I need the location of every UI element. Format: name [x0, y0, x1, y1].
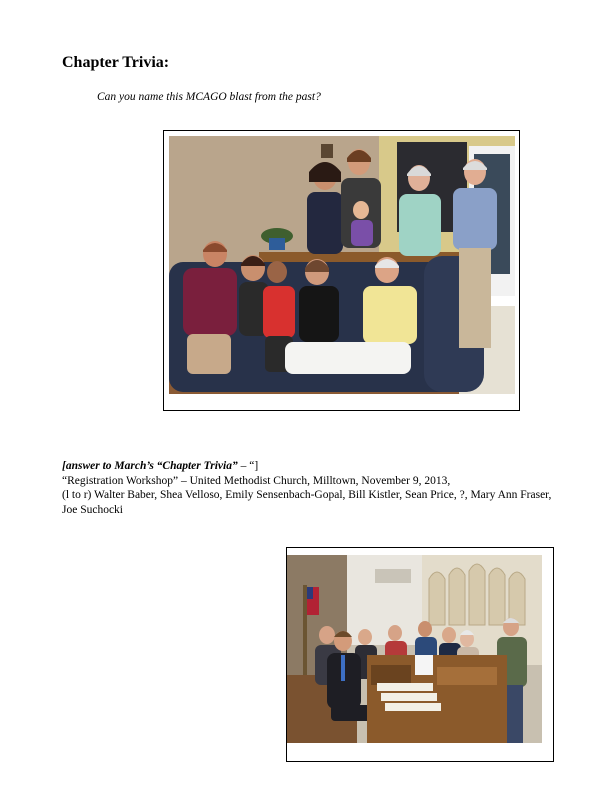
answer-label-tail: – “] — [237, 460, 259, 472]
trivia-photo-frame — [163, 130, 520, 411]
page-title: Chapter Trivia: — [62, 54, 170, 71]
answer-heading-line — [62, 459, 552, 474]
answer-photo — [287, 555, 542, 743]
answer-label: [answer to March’s “Chapter Trivia” — [62, 460, 238, 472]
answer-photo-frame — [286, 547, 554, 762]
trivia-answer — [62, 459, 552, 517]
answer-names: (l to r) Walter Baber, Shea Velloso, Emily Sensenbach-Gopal, Bill Kistler, Sean Price, ?, Mary Ann Fraser, Joe Suchocki — [62, 489, 552, 516]
trivia-question: Can you name this MCAGO blast from the past? — [97, 91, 321, 103]
answer-event: “Registration Workshop” – United Methodist Church, Milltown, November 9, 2013, — [62, 474, 451, 487]
trivia-photo — [169, 136, 515, 394]
